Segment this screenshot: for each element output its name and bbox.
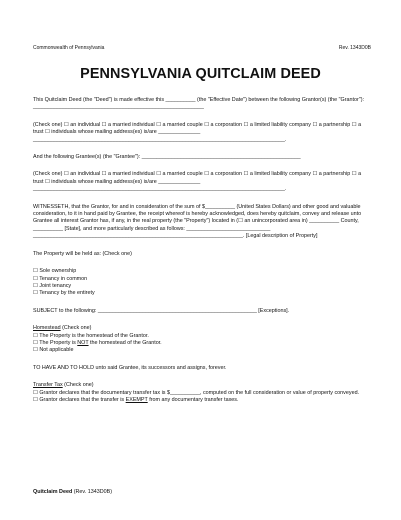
option-tenancy-by-entirety[interactable]: ☐ Tenancy by the entirety — [33, 290, 95, 297]
footer-label: Quitclaim Deed — [33, 489, 73, 495]
option-joint-tenancy[interactable]: ☐ Joint tenancy — [33, 282, 72, 289]
transfer-tax-section — [33, 382, 369, 404]
document-footer — [33, 489, 112, 496]
to-have-paragraph: TO HAVE AND TO HOLD unto said Grantee, its successors and assigns, forever. — [33, 364, 227, 371]
option-homestead-not[interactable] — [33, 340, 369, 347]
document-header — [33, 45, 371, 51]
footer-revision: (Rev. 1343D0B) — [72, 489, 112, 495]
held-as-options — [33, 268, 369, 298]
homestead-not-word: NOT — [77, 339, 89, 346]
option-tenancy-in-common[interactable]: ☐ Tenancy in common — [33, 275, 88, 282]
grantee-intro-paragraph: And the following Grantee(s) (the "Grantee"): _____________________________________________________ — [33, 154, 301, 161]
option-sole-ownership[interactable]: ☐ Sole ownership — [33, 268, 77, 275]
grantee-type-paragraph: (Check one) ☐ an individual ☐ a married individual ☐ a married couple ☐ a corporation ☐ a limited liability company ☐ a partnership ☐ a trust ☐ individuals whose mailing address(es) is/are ______________ ____________________________________________________________________________________. — [33, 171, 362, 193]
transfer-exempt-word: EXEMPT — [125, 396, 148, 403]
jurisdiction-label: Commonwealth of Pennsylvania — [33, 45, 105, 51]
subject-to-paragraph: SUBJECT to the following: _____________________________________________________ [Exceptions]. — [33, 307, 290, 314]
transfer-exempt-prefix: ☐ Grantor declares that the transfer is — [33, 396, 126, 403]
intro-paragraph: This Quitclaim Deed (the "Deed") is made effective this __________ (the "Effective Date") between the following Grantor(s) (the "Grantor"): _________________________________________________________ — [33, 97, 364, 111]
option-homestead-na[interactable]: ☐ Not applicable — [33, 347, 74, 354]
witnesseth-paragraph: WITNESSETH, that the Grantor, for and in consideration of the sum of $__________ (United States Dollars) and other good and valuable consideration, to it in hand paid by Grantee, the receipt whereof is hereby acknowledged, does hereby quitclaim, convey and release unto Grantee all interest Grantor has, if any, in the real property (the "Property") located in (☐ an unincorporated area in) __________ County, __________ [State], and more particularly described as follows: ____________________________ ______________________________________________________________________. [Legal description of Property] — [33, 203, 362, 240]
option-transfer-tax-exempt[interactable] — [33, 397, 369, 404]
deed-body — [33, 97, 369, 404]
transfer-exempt-suffix: from any documentary transfer taxes. — [147, 396, 239, 403]
homestead-not-prefix: ☐ The Property is — [33, 339, 78, 346]
homestead-heading — [33, 325, 369, 332]
revision-label: Rev. 1343D0B — [338, 45, 371, 51]
grantor-type-paragraph: (Check one) ☐ an individual ☐ a married individual ☐ a married couple ☐ a corporation ☐ a limited liability company ☐ a partnership ☐ a trust ☐ individuals whose mailing address(es) is/are ______________ ____________________________________________________________________________________. — [33, 121, 362, 143]
option-homestead-is[interactable]: ☐ The Property is the homestead of the Grantor. — [33, 332, 149, 339]
transfer-tax-heading-text: Transfer Tax — [33, 382, 63, 389]
homestead-not-suffix: the homestead of the Grantor. — [88, 339, 162, 346]
page-title: PENNSYLVANIA QUITCLAIM DEED — [80, 66, 321, 82]
option-transfer-tax-computed[interactable]: ☐ Grantor declares that the documentary transfer tax is $__________, computed on the full consideration or value of property conveyed. — [33, 389, 360, 396]
held-as-heading: The Property will be held as: (Check one) — [33, 250, 132, 257]
transfer-tax-heading-suffix: (Check one) — [62, 382, 94, 389]
transfer-tax-heading — [33, 382, 369, 389]
homestead-section — [33, 325, 369, 355]
homestead-heading-suffix: (Check one) — [60, 325, 92, 332]
homestead-heading-text: Homestead — [33, 325, 61, 332]
